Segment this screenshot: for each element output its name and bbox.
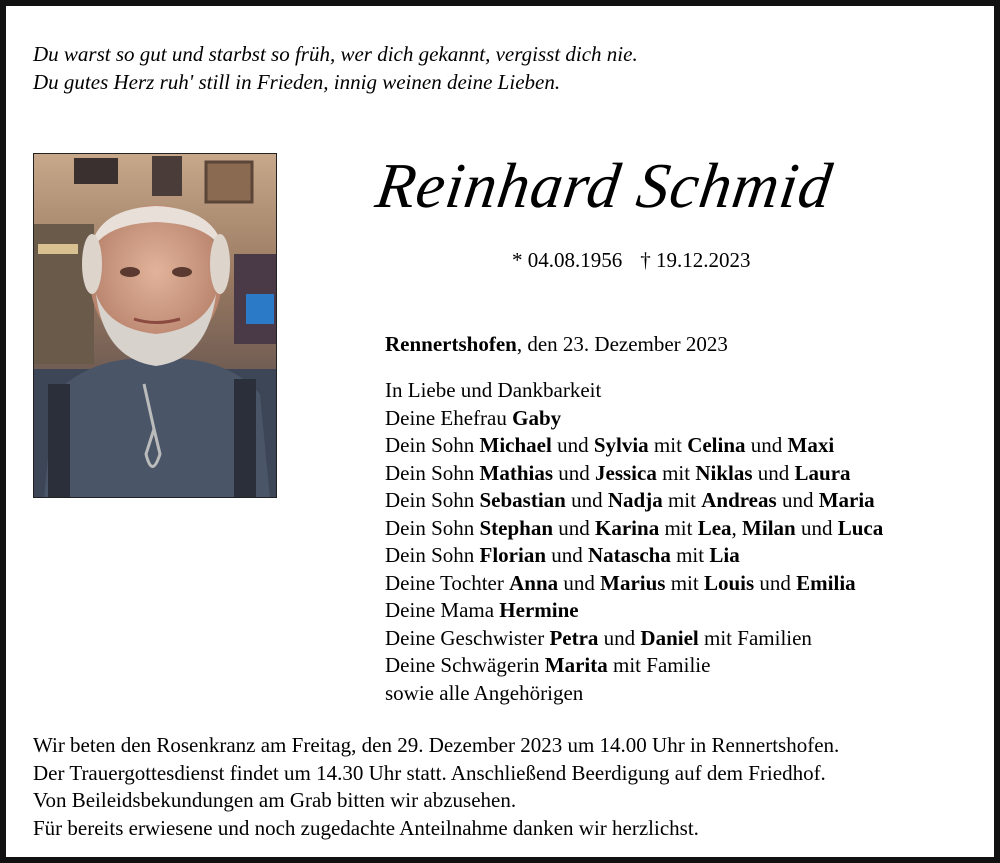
mourner-name: Maria [818, 488, 875, 512]
mourner-text: und [754, 570, 797, 595]
memorial-motto [33, 40, 638, 96]
mourner-line [385, 597, 883, 625]
mourner-text: und [546, 543, 588, 567]
mourner-text: Dein Sohn [385, 515, 480, 540]
mourner-text: sowie alle Angehörigen [385, 680, 584, 705]
mourner-text: Deine Ehefrau [385, 405, 513, 430]
mourner-name: Louis [703, 570, 755, 595]
mourner-text: und [565, 488, 608, 512]
mourner-name: Hermine [499, 598, 579, 622]
mourner-text: mit Familien [698, 625, 812, 650]
mourner-text: mit [665, 570, 704, 595]
mourner-name: Gaby [512, 405, 562, 430]
mourner-name: Laura [794, 460, 851, 485]
mourner-line [385, 377, 883, 405]
motto-line-2: Du gutes Herz ruh' still in Frieden, innig weinen deine Lieben. [33, 70, 561, 94]
mourner-line [385, 570, 883, 598]
mourner-text: und [551, 433, 594, 457]
mourner-text: Dein Sohn [385, 543, 480, 567]
mourner-line [385, 432, 883, 460]
portrait-illustration [34, 154, 277, 498]
dateline-date: , den 23. Dezember 2023 [516, 332, 728, 356]
mourner-text: mit [659, 515, 698, 540]
death-date: † 19.12.2023 [640, 248, 751, 272]
footer-line-rosary: Wir beten den Rosenkranz am Freitag, den 29. Dezember 2023 um 14.00 Uhr in Rennertshofen. [33, 733, 840, 757]
mourner-text: und [795, 515, 838, 540]
mourner-name: Lia [709, 543, 740, 567]
service-information [33, 732, 839, 842]
mourner-name: Niklas [695, 460, 753, 485]
mourner-name: Marius [600, 570, 666, 595]
mourner-line [385, 405, 883, 433]
mourner-name: Mathias [479, 460, 553, 485]
mourner-line [385, 487, 883, 515]
dateline [385, 332, 728, 357]
mourner-text: und [752, 460, 795, 485]
mourner-name: Emilia [796, 570, 856, 595]
mourner-text: Dein Sohn [385, 433, 480, 457]
motto-line-1: Du warst so gut und starbst so früh, wer dich gekannt, vergisst dich nie. [33, 42, 638, 66]
mourner-text: mit Familie [607, 653, 711, 677]
birth-date: * 04.08.1956 [512, 248, 623, 272]
mourner-line [385, 460, 883, 488]
mourner-name: Karina [595, 515, 660, 540]
mourner-line [385, 652, 883, 680]
mourner-name: Jessica [595, 460, 657, 485]
mourner-text: mit [662, 488, 702, 512]
mourner-name: Milan [742, 515, 796, 540]
mourner-name: Daniel [640, 625, 699, 650]
mourner-name: Marita [544, 653, 608, 677]
mourners-list [385, 377, 883, 707]
mourner-text: Deine Geschwister [385, 625, 550, 650]
mourner-name: Stephan [479, 515, 554, 540]
deceased-name: Reinhard Schmid [371, 150, 837, 221]
mourner-text: mit [670, 543, 710, 567]
mourner-name: Luca [837, 515, 884, 540]
footer-line-service: Der Trauergottesdienst findet um 14.30 Uhr statt. Anschließend Beerdigung auf dem Friedhof. [33, 760, 826, 785]
footer-line-thanks: Für bereits erwiesene und noch zugedachte Anteilnahme danken wir herzlichst. [33, 815, 699, 840]
mourner-text: und [553, 460, 595, 485]
mourner-name: Florian [479, 543, 546, 567]
mourner-name: Celina [687, 433, 746, 457]
mourner-line [385, 680, 883, 708]
mourner-name: Sylvia [593, 433, 649, 457]
mourner-text: und [745, 433, 788, 457]
mourner-line [385, 515, 883, 543]
mourner-text: und [776, 488, 819, 512]
mourner-name: Lea [697, 515, 732, 540]
mourner-name: Michael [479, 433, 552, 457]
dateline-place: Rennertshofen [385, 332, 517, 356]
mourner-text: und [558, 570, 601, 595]
mourner-text: In Liebe und Dankbarkeit [385, 378, 602, 402]
mourner-name: Natascha [588, 543, 671, 567]
portrait-photo [33, 153, 277, 498]
mourner-text: und [553, 515, 596, 540]
footer-line-condolences: Von Beileidsbekundungen am Grab bitten wir abzusehen. [33, 788, 517, 812]
life-dates [512, 248, 751, 273]
mourner-line [385, 625, 883, 653]
mourner-name: Nadja [607, 488, 663, 512]
mourner-text: und [598, 625, 641, 650]
mourner-name: Petra [549, 625, 599, 650]
mourner-text: Deine Schwägerin [385, 653, 545, 677]
mourner-text: Dein Sohn [385, 460, 480, 485]
mourner-name: Maxi [787, 433, 835, 457]
mourner-line [385, 542, 883, 570]
mourner-name: Sebastian [479, 488, 566, 512]
mourner-name: Anna [509, 570, 559, 595]
mourner-text: mit [648, 433, 688, 457]
mourner-name: Andreas [701, 488, 777, 512]
mourner-text: mit [656, 460, 696, 485]
mourner-text: Dein Sohn [385, 488, 480, 512]
mourner-text: Deine Tochter [385, 570, 510, 595]
mourner-text: Deine Mama [385, 598, 500, 622]
mourner-text: , [731, 515, 743, 540]
